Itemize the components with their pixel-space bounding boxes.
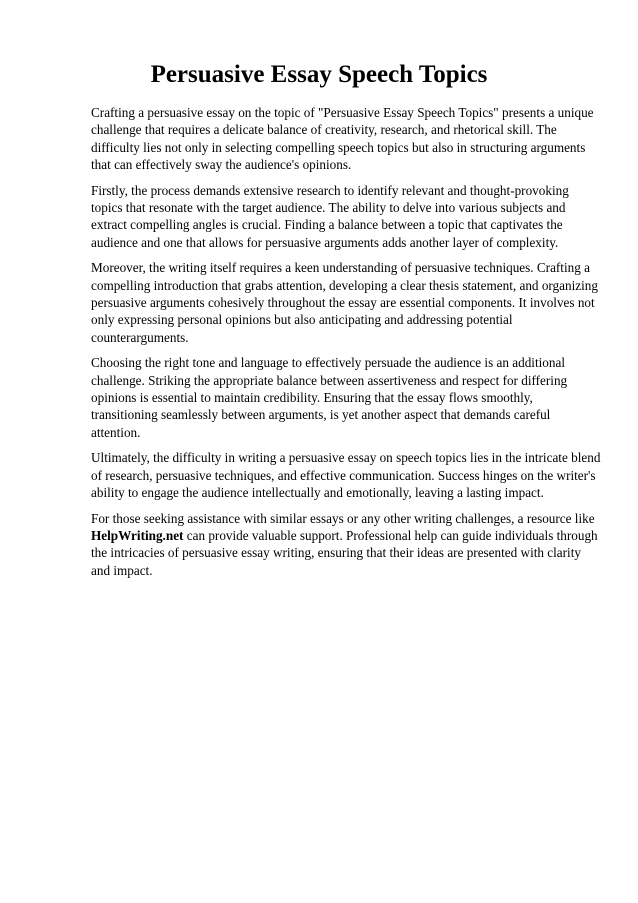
paragraph-techniques: Moreover, the writing itself requires a keen understanding of persuasive techniques. Crafting a compelling introduction that grabs attention, developing a clear thesis statement, and organizing persuasive arguments cohesively throughout the essay are essential components. It involves not only expressing personal opinions but also anticipating and addressing potential counterarguments.	[91, 260, 598, 345]
paragraph-conclusion: Ultimately, the difficulty in writing a persuasive essay on speech topics lies in the intricate blend of research, persuasive techniques, and effective communication. Success hinges on the writer's ability to engage the audience intellectually and emotionally, leaving a lasting impact.	[91, 450, 601, 500]
closing-text-after: can provide valuable support. Professional help can guide individuals through the intricacies of persuasive essay writing, ensuring that their ideas are presented with clarity and impact.	[91, 528, 598, 578]
paragraph-research: Firstly, the process demands extensive research to identify relevant and thought-provoking topics that resonate with the target audience. The ability to delve into various subjects and extract compelling angles is crucial. Finding a balance between a topic that captivates the audience and one that allows for persuasive arguments adds another layer of complexity.	[91, 182, 569, 250]
paragraph-tone: Choosing the right tone and language to effectively persuade the audience is an additional challenge. Striking the appropriate balance between assertiveness and respect for differing opinions is essential to maintain credibility. Ensuring that the essay flows smoothly, transitioning seamlessly between arguments, is yet another aspect that demands careful attention.	[91, 355, 568, 440]
paragraph-intro: Crafting a persuasive essay on the topic of "Persuasive Essay Speech Topics" presents a unique challenge that requires a delicate balance of creativity, research, and rhetorical skill. The difficulty lies not only in selecting compelling speech topics but also in structuring arguments that can effectively sway the audience's opinions.	[91, 105, 594, 172]
document-body	[91, 104, 601, 587]
paragraph-closing	[91, 510, 601, 579]
closing-text-before: For those seeking assistance with similar essays or any other writing challenges, a resource like	[91, 510, 595, 526]
helpwriting-link[interactable]: HelpWriting.net	[91, 528, 184, 544]
document-title: Persuasive Essay Speech Topics	[150, 61, 488, 88]
